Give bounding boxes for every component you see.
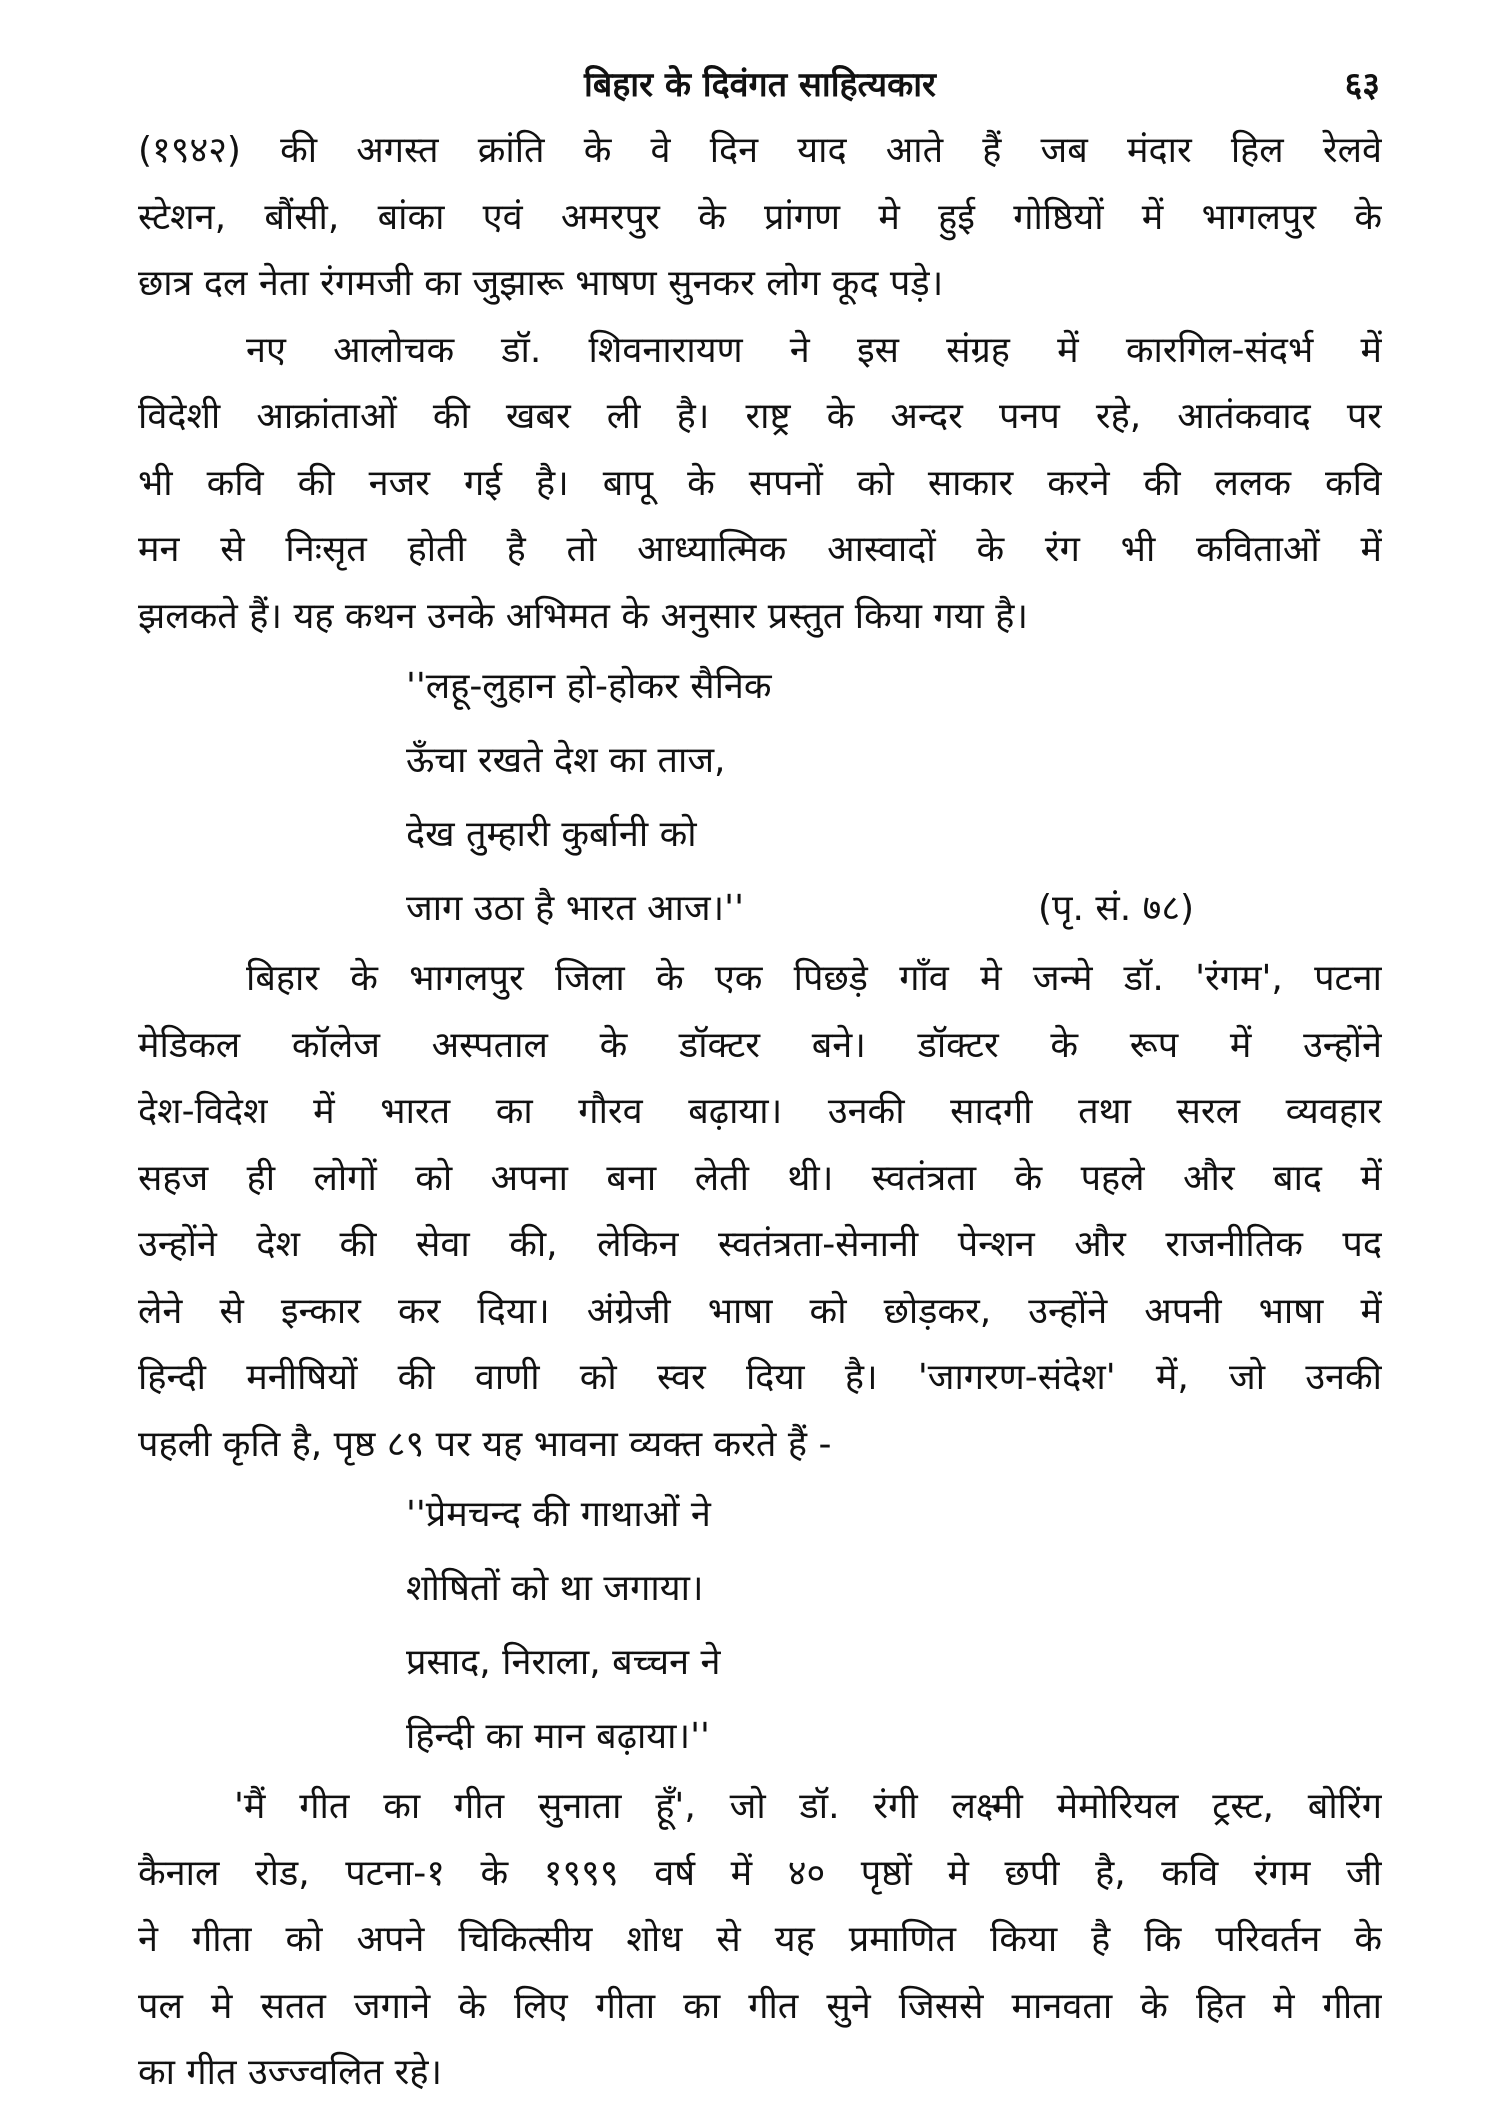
text-line: (१९४२) की अगस्त क्रांति के वे दिन याद आते हैं जब मंदार हिल रेलवे — [138, 130, 1382, 171]
text-line: पहली कृति है, पृष्ठ ८९ पर यह भावना व्यक्त करते हैं - — [138, 1423, 832, 1465]
paragraph-2 — [138, 318, 1382, 651]
text-line: छात्र दल नेता रंगमजी का जुझारू भाषण सुनकर लोग कूद पड़े। — [138, 263, 944, 304]
poem-2 — [138, 1478, 1382, 1774]
page-number: ६३ — [1344, 65, 1380, 105]
paragraph-3 — [138, 946, 1382, 1478]
text-line: मेडिकल कॉलेज अस्पताल के डॉक्टर बने। डॉक्टर के रूप में उन्होंने — [138, 1024, 1382, 1066]
paragraph-4 — [138, 1774, 1382, 2107]
text-line: स्टेशन, बौंसी, बांका एवं अमरपुर के प्रांगण मे हुई गोष्ठियों में भागलपुर के — [138, 196, 1382, 238]
text-line: विदेशी आक्रांताओं की खबर ली है। राष्ट्र के अन्दर पनप रहे, आतंकवाद पर — [138, 396, 1382, 437]
page-header — [140, 55, 1380, 115]
text-line: देश-विदेश में भारत का गौरव बढ़ाया। उनकी सादगी तथा सरल व्यवहार — [138, 1091, 1382, 1132]
text-line: नए आलोचक डॉ. शिवनारायण ने इस संग्रह में कारगिल-संदर्भ में — [246, 329, 1382, 371]
text-line: बिहार के भागलपुर जिला के एक पिछड़े गाँव मे जन्मे डॉ. 'रंगम', पटना — [246, 958, 1382, 999]
poem-line: देख तुम्हारी कुर्बानी को — [406, 814, 697, 855]
text-line: का गीत उज्ज्वलित रहे। — [138, 2052, 443, 2093]
page-reference: (पृ. सं. ७८) — [1038, 888, 1195, 929]
poem-line: हिन्दी का मान बढ़ाया।'' — [406, 1716, 710, 1757]
text-line: कैनाल रोड, पटना-१ के १९९९ वर्ष में ४० पृष्ठों मे छपी है, कवि रंगम जी — [138, 1852, 1382, 1894]
page-body — [138, 118, 1382, 2107]
paragraph-1 — [138, 118, 1382, 318]
poem-line: ''लहू-लुहान हो-होकर सैनिक — [406, 666, 772, 707]
text-line: लेने से इन्कार कर दिया। अंग्रेजी भाषा को छोड़कर, उन्होंने अपनी भाषा में — [138, 1290, 1382, 1332]
poem-line-with-ref — [138, 872, 1382, 946]
text-line: मन से निःसृत होती है तो आध्यात्मिक आस्वादों के रंग भी कविताओं में — [138, 529, 1382, 570]
poem-line: प्रसाद, निराला, बच्चन ने — [406, 1642, 721, 1683]
poem-line: जाग उठा है भारत आज।'' — [406, 888, 744, 929]
poem-line: ऊँचा रखते देश का ताज, — [406, 740, 726, 781]
poem-line: शोषितों को था जगाया। — [406, 1568, 704, 1609]
text-line: ने गीता को अपने चिकित्सीय शोध से यह प्रमाणित किया है कि परिवर्तन के — [138, 1919, 1382, 1960]
text-line: उन्होंने देश की सेवा की, लेकिन स्वतंत्रता-सेनानी पेन्शन और राजनीतिक पद — [138, 1224, 1382, 1265]
text-line: झलकते हैं। यह कथन उनके अभिमत के अनुसार प्रस्तुत किया गया है। — [138, 595, 1029, 637]
running-title: बिहार के दिवंगत साहित्यकार — [584, 65, 936, 105]
text-line: सहज ही लोगों को अपना बना लेती थी। स्वतंत्रता के पहले और बाद में — [138, 1157, 1382, 1199]
text-line: भी कवि की नजर गई है। बापू के सपनों को साकार करने की ललक कवि — [138, 462, 1382, 504]
poem-1 — [138, 650, 1382, 946]
text-line: पल मे सतत जगाने के लिए गीता का गीत सुने जिससे मानवता के हित मे गीता — [138, 1985, 1382, 2027]
text-line: 'मैं गीत का गीत सुनाता हूँ', जो डॉ. रंगी लक्ष्मी मेमोरियल ट्रस्ट, बोरिंग — [234, 1786, 1382, 1827]
text-line: हिन्दी मनीषियों की वाणी को स्वर दिया है। 'जागरण-संदेश' में, जो उनकी — [138, 1357, 1382, 1398]
poem-line: ''प्रेमचन्द की गाथाओं ने — [406, 1494, 711, 1535]
